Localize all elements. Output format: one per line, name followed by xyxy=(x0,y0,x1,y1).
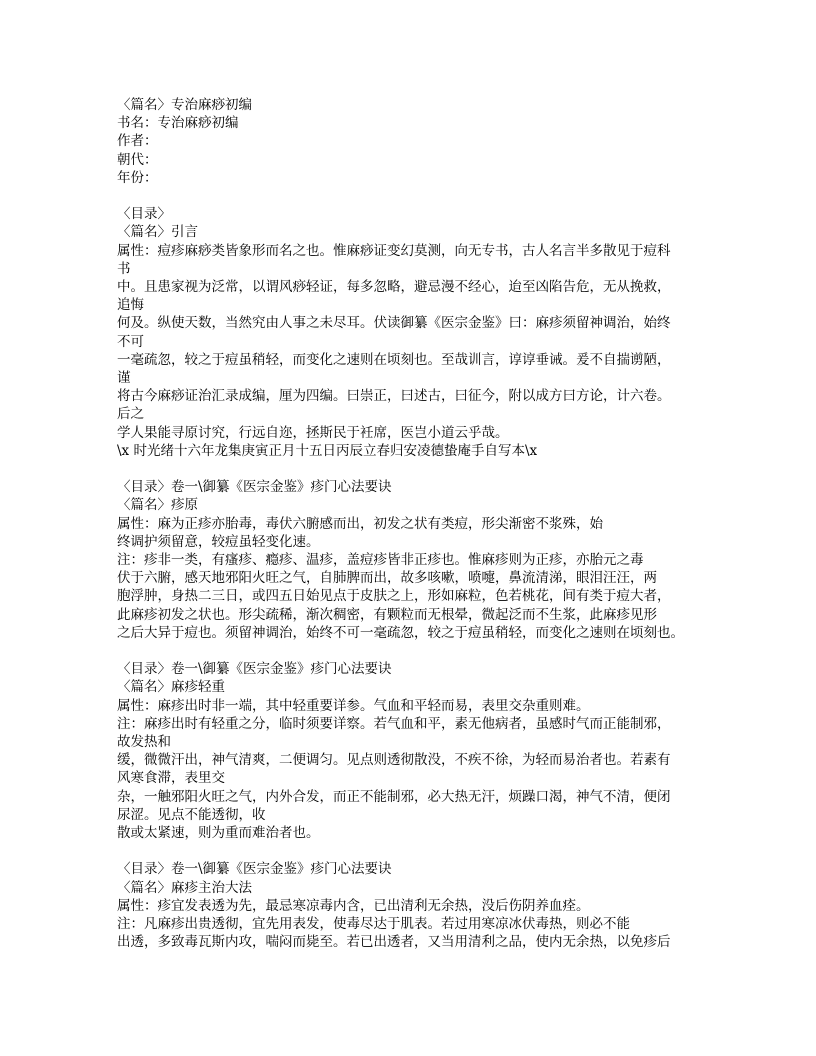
toc-label: 〈目录〉卷一\御纂《医宗金鉴》疹门心法要诀 xyxy=(117,661,392,678)
spacer xyxy=(117,460,717,478)
book-header xyxy=(117,96,717,187)
spacer xyxy=(117,187,717,205)
chapter-title: 〈篇名〉麻疹轻重 xyxy=(117,679,225,696)
chapter-title: 〈篇名〉引言 xyxy=(117,224,198,241)
chapter-title: 〈篇名〉疹原 xyxy=(117,497,198,514)
text-line: 终调护须留意，较痘虽轻变化速。 xyxy=(117,533,320,550)
text-line: 书 xyxy=(117,260,131,277)
text-line: 追悔 xyxy=(117,297,144,314)
text-line: 注：疹非一类，有瘙疹、瘾疹、温疹，盖痘疹皆非正疹也。惟麻疹则为正疹，亦胎元之毒 xyxy=(117,552,644,569)
text-line: 散或太紧速，则为重而难治者也。 xyxy=(117,825,320,842)
document-page xyxy=(117,96,717,951)
dynasty-field: 朝代： xyxy=(117,151,158,168)
text-line: 尿涩。见点不能透彻，收 xyxy=(117,806,266,823)
colophon-line: \x 时光绪十六年龙集庚寅正月十五日丙辰立春归安凌德蛰庵手自写本\x xyxy=(117,442,538,459)
text-line: 注：凡麻疹出贵透彻，宜先用表发，使毒尽达于肌表。若过用寒凉冰伏毒热，则必不能 xyxy=(117,916,630,933)
text-line: 属性：麻为正疹亦胎毒，毒伏六腑感而出，初发之状有类痘，形尖渐密不浆殊，始 xyxy=(117,515,603,532)
text-line: 之后大异于痘也。须留神调治，始终不可一毫疏忽，较之于痘虽稍轻，而变化之速则在顷刻也。 xyxy=(117,624,684,641)
text-line: 属性：疹宜发表透为先，最忌寒凉毒内含，已出清利无余热，没后伤阴养血痊。 xyxy=(117,897,590,914)
toc-label: 〈目录〉卷一\御纂《医宗金鉴》疹门心法要诀 xyxy=(117,479,392,496)
text-line: 伏于六腑，感天地邪阳火旺之气，自肺脾而出，故多咳嗽，喷嚏，鼻流清涕，眼泪汪汪，两 xyxy=(117,570,657,587)
spacer xyxy=(117,642,717,660)
text-line: 风寒食滞，表里交 xyxy=(117,770,225,787)
text-line: 胞浮肿，身热二三日，或四五日始见点于皮肤之上，形如麻粒，色若桃花，间有类于痘大者， xyxy=(117,588,671,605)
text-line: 将古今麻痧证治汇录成编，厘为四编。曰崇正，曰述古，曰征今，附以成方曰方论，计六卷。 xyxy=(117,388,671,405)
year-field: 年份： xyxy=(117,169,158,186)
author-field: 作者： xyxy=(117,133,158,150)
text-line: 属性：痘疹麻痧类皆象形而名之也。惟麻痧证变幻莫测，向无专书，古人名言半多散见于痘科 xyxy=(117,242,671,259)
text-line: 故发热和 xyxy=(117,734,171,751)
text-line: 中。且患家视为泛常，以谓风痧轻证，每多忽略，避忌漫不经心，迨至凶陷告危，无从挽救， xyxy=(117,279,671,296)
text-line: 杂，一触邪阳火旺之气，内外合发，而正不能制邪，必大热无汗，烦躁口渴，神气不清，便闭 xyxy=(117,788,671,805)
text-line: 此麻疹初发之状也。形尖疏稀，渐次稠密，有颗粒而无根晕，微起泛而不生浆，此麻疹见形 xyxy=(117,606,657,623)
text-line: 缓，微微汗出，神气清爽，二便调匀。见点则透彻散没，不疾不徐，为轻而易治者也。若素有 xyxy=(117,752,671,769)
text-line: 出透，多致毒瓦斯内攻，喘闷而毙至。若已出透者，又当用清利之品，使内无余热，以免疹后 xyxy=(117,934,671,951)
toc-label: 〈目录〉 xyxy=(117,206,171,223)
section-severity xyxy=(117,660,717,842)
section-rash-origin xyxy=(117,478,717,642)
text-line: 谨 xyxy=(117,370,131,387)
toc-label: 〈目录〉卷一\御纂《医宗金鉴》疹门心法要诀 xyxy=(117,861,392,878)
section-preface xyxy=(117,205,717,460)
text-line: 注：麻疹出时有轻重之分，临时须要详察。若气血和平，素无他病者，虽感时气而正能制邪， xyxy=(117,715,671,732)
book-name: 书名：专治麻痧初编 xyxy=(117,115,239,132)
chapter-title: 〈篇名〉麻疹主治大法 xyxy=(117,879,252,896)
text-line: 属性：麻疹出时非一端，其中轻重要详参。气血和平轻而易，表里交杂重则难。 xyxy=(117,697,590,714)
section-treatment xyxy=(117,860,717,951)
text-line: 学人果能寻原讨究，行远自迩，拯斯民于衽席，医岂小道云乎哉。 xyxy=(117,424,509,441)
text-line: 不可 xyxy=(117,333,144,350)
spacer xyxy=(117,842,717,860)
chapter-title: 〈篇名〉专治麻痧初编 xyxy=(117,97,252,113)
text-line: 后之 xyxy=(117,406,144,423)
text-line: 一毫疏忽，较之于痘虽稍轻，而变化之速则在顷刻也。至哉训言，谆谆垂诫。爰不自揣谫陋， xyxy=(117,351,671,368)
text-line: 何及。纵使天数，当然究由人事之未尽耳。伏读御纂《医宗金鉴》曰：麻疹须留神调治，始终 xyxy=(117,315,671,332)
